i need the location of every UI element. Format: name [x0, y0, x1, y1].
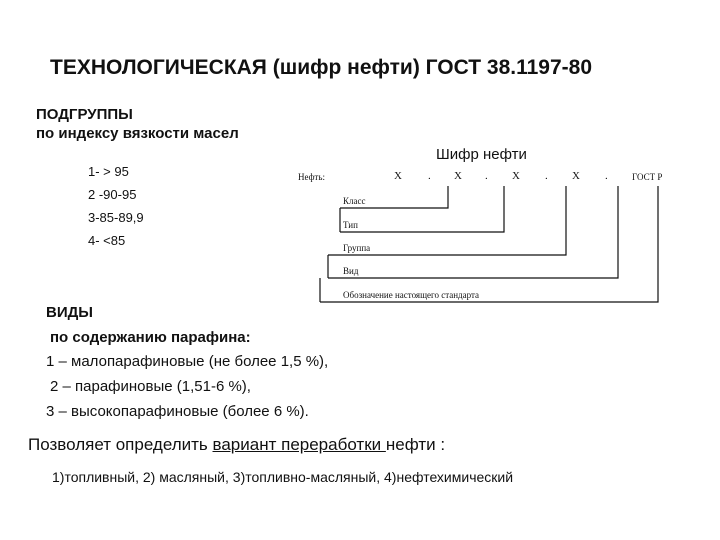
cipher-slot: . — [485, 170, 488, 182]
subgroups-heading: ПОДГРУППЫ — [36, 106, 133, 123]
viscosity-item: 1- > 95 — [88, 164, 129, 179]
connector-line — [320, 186, 658, 302]
subgroups-description: по индексу вязкости масел — [36, 125, 239, 142]
processing-options: 1)топливный, 2) масляный, 3)топливно-масляный, 4)нефтехимический — [52, 469, 514, 485]
cipher-suffix: ГОСТ Р — [632, 172, 663, 182]
paraffin-type-item: 3 – высокопарафиновые (более 6 %). — [46, 403, 309, 420]
cipher-slot: . — [545, 170, 548, 182]
cipher-slot: X — [394, 170, 402, 182]
processing-text: Позволяет определить — [28, 435, 213, 454]
processing-text: нефти : — [385, 435, 446, 454]
cipher-slot: . — [605, 170, 608, 182]
types-description: по содержанию парафина: — [50, 329, 251, 346]
cipher-row-label: Обозначение настоящего стандарта — [343, 290, 480, 300]
cipher-slot: . — [428, 170, 431, 182]
paraffin-type-item: 2 – парафиновые (1,51-6 %), — [50, 378, 251, 395]
connector-line — [340, 186, 504, 232]
viscosity-item: 3-85-89,9 — [88, 210, 144, 225]
processing-statement — [28, 435, 445, 455]
processing-underlined: вариант переработки — [212, 435, 386, 454]
cipher-row-label: Тип — [343, 220, 358, 230]
viscosity-item: 2 -90-95 — [88, 187, 137, 202]
cipher-row-label: Группа — [343, 243, 371, 253]
types-heading: ВИДЫ — [46, 304, 93, 321]
cipher-slot: X — [512, 170, 520, 182]
page-title: ТЕХНОЛОГИЧЕСКАЯ (шифр нефти) ГОСТ 38.1197-80 — [50, 56, 593, 79]
cipher-diagram — [288, 160, 698, 310]
cipher-slot: X — [454, 170, 462, 182]
cipher-prefix: Нефть: — [298, 172, 325, 182]
paraffin-type-item: 1 – малопарафиновые (не более 1,5 %), — [46, 353, 329, 370]
cipher-slot: X — [572, 170, 580, 182]
cipher-row-label: Вид — [343, 266, 359, 276]
cipher-label: Шифр нефти — [436, 146, 527, 163]
cipher-row-label: Класс — [343, 196, 366, 206]
viscosity-item: 4- <85 — [88, 233, 126, 248]
